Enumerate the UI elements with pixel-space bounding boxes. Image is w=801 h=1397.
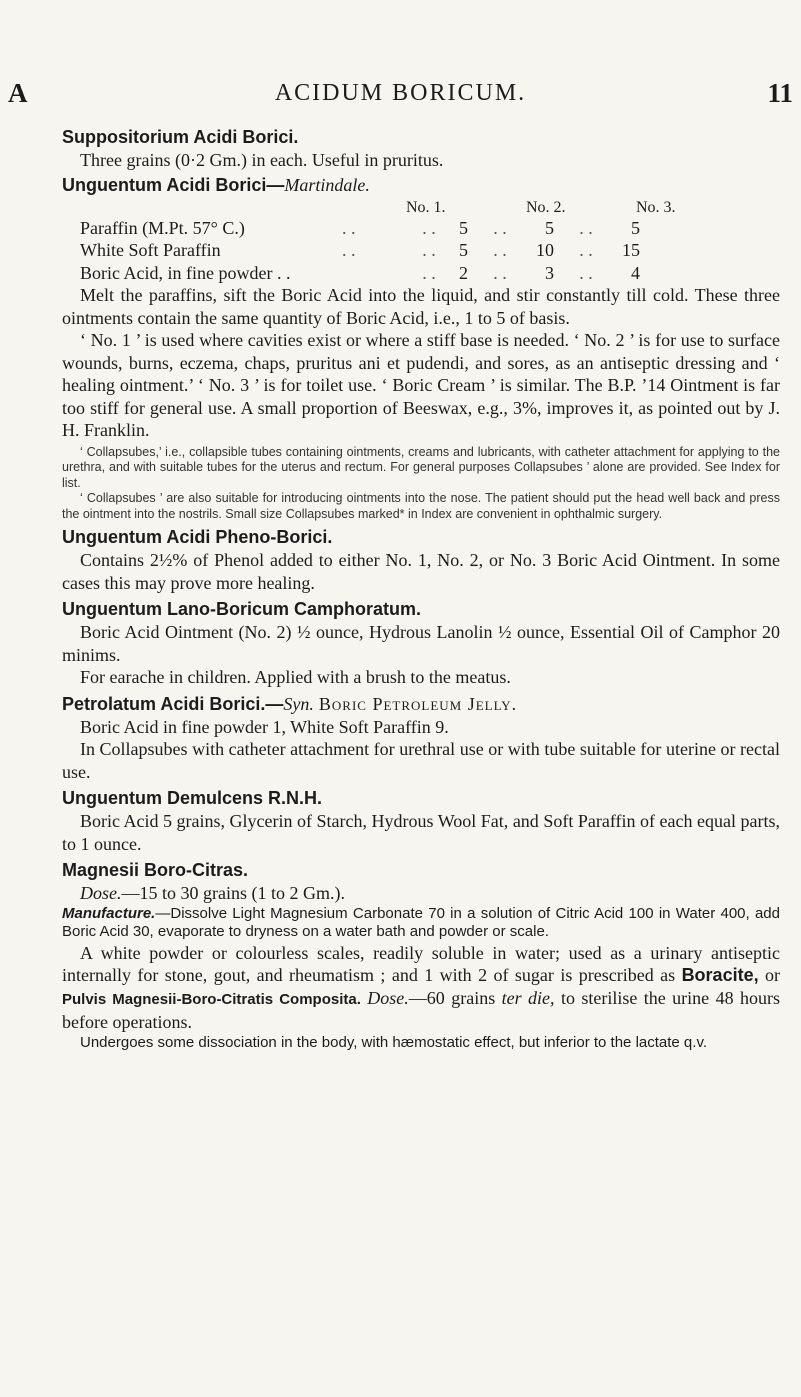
magnesii-dose (62, 882, 780, 905)
value-no2: 5 (545, 217, 554, 238)
leader-dots: . . (422, 262, 436, 283)
leader-dots: . . (579, 240, 593, 260)
ingredient-name: White Soft Paraffin (80, 240, 221, 260)
value-no1: 2 (459, 262, 468, 283)
manufacture-text: —Dissolve Light Magnesium Carbonate 70 in a solution of Citric Acid 100 in Water 400, add Boric Acid 30, evaporate to dryness on a water bath and powder or scale. (62, 904, 780, 940)
demulcens-title: Unguentum Demulcens R.N.H. (62, 788, 323, 808)
petrolatum-title-main: Petrolatum Acidi Borici.— (62, 693, 284, 714)
leader-dots: . . (342, 217, 356, 238)
formula-row (80, 262, 644, 285)
magnesii-note: Undergoes some dissociation in the body, with hæmostatic effect, but inferior to the lactate q.v. (80, 1033, 707, 1051)
collapsubes-note: ‘ Collapsubes,’ i.e., collapsible tubes containing ointments, creams and lubricants, with catheter attachment for applying to the urethra, and with suitable tubes for the uterus and rectum. For general purposes Collapsubes ’ alone are provided. See Index for list. (62, 444, 780, 490)
unguentum-title (62, 174, 780, 197)
unguentum-title-author: Martindale. (284, 174, 370, 195)
magnesii-title: Magnesii Boro-Citras. (62, 860, 249, 880)
demulcens-text: Boric Acid 5 grains, Glycerin of Starch, Hydrous Wool Fat, and Soft Paraffin of each equal parts, to 1 ounce. (62, 811, 780, 854)
page-content (62, 124, 780, 1052)
ingredient-name: Boric Acid, in fine powder . . (80, 262, 291, 283)
manufacture-label: Manufacture. (62, 904, 156, 922)
leader-dots: . . (493, 240, 507, 260)
value-no3: 4 (631, 262, 640, 283)
leader-dots: . . (579, 262, 593, 283)
usage-paragraph: ‘ No. 1 ’ is used where cavities exist or where a stiff base is needed. ‘ No. 2 ’ is for use to surface wounds, burns, eczema, chaps, pruritus ani et pudendi, and sores, as an antiseptic dressing and ‘ healing ointment.’ ‘ No. 3 ’ is for toilet use. ‘ Boric Cream ’ is similar. The B.P. ’14 Ointment is far too stiff for general use. A small proportion of Beeswax, e.g., 3%, improves it, as pointed out by J. H. Franklin. (62, 330, 780, 440)
col-head-no1: No. 1. (406, 198, 446, 216)
page-number: 11 (767, 78, 793, 108)
dose-value: —15 to 30 grains (1 to 2 Gm.). (121, 883, 345, 903)
value-no1: 5 (459, 217, 468, 238)
leader-dots: . . (422, 217, 436, 238)
leader-dots: . . (342, 240, 356, 260)
value-no3: 15 (622, 240, 640, 260)
formula-row (80, 217, 644, 240)
boracite-term: Boracite, (681, 965, 759, 985)
leader-dots: . . (493, 262, 507, 283)
petrolatum-use: In Collapsubes with catheter attachment for urethral use or with tube suitable for uterine or rectal use. (62, 739, 780, 782)
header-letter: A (8, 78, 28, 108)
leader-dots: . . (579, 217, 593, 238)
leader-dots: . . (422, 240, 436, 260)
value-no1: 5 (459, 240, 468, 260)
col-head-no3: No. 3. (636, 198, 676, 216)
running-header (8, 78, 793, 114)
collapsubes-nose-note: ‘ Collapsubes ’ are also suitable for introducing ointments into the nose. The patient should put the head well back and press the ointment into the nostrils. Small size Collapsubes marked* in Index are convenient in ophthalmic surgery. (62, 491, 780, 521)
description-end: to sterilise the urine 48 hours before operations. (62, 987, 780, 1032)
method-paragraph: Melt the paraffins, sift the Boric Acid into the liquid, and stir constantly till cold. These three ointments contain the same quantity of Boric Acid, i.e., 1 to 5 of basis. (62, 285, 780, 328)
pulvis-term: Pulvis Magnesii-Boro-Citratis Composita. (62, 990, 361, 1008)
pheno-borici-title: Unguentum Acidi Pheno-Borici. (62, 527, 333, 547)
petrolatum-syn-label: Syn. (283, 693, 314, 714)
petrolatum-title (62, 693, 780, 716)
formula-column-headers (62, 197, 780, 217)
leader-dots: . . (493, 217, 507, 238)
formula-table (80, 217, 644, 285)
dose2-value: —60 grains (408, 987, 496, 1008)
description-text: A white powder or colourless scales, readily soluble in water; used as a urinary antiseptic internally for stone, gout, and rheumatism ; and 1 with 2 of sugar is prescribed as (62, 942, 780, 985)
lano-boricum-use: For earache in children. Applied with a brush to the meatus. (80, 667, 511, 687)
petrolatum-synonym: Boric Petroleum Jelly. (318, 693, 518, 714)
value-no2: 3 (545, 262, 554, 283)
petrolatum-text: Boric Acid in fine powder 1, White Soft Paraffin 9. (80, 716, 449, 737)
lano-boricum-title: Unguentum Lano-Boricum Camphoratum. (62, 599, 421, 619)
value-no2: 10 (536, 240, 554, 260)
dose-label: Dose. (80, 883, 122, 903)
ter-die: ter die, (501, 987, 555, 1008)
value-no3: 5 (631, 217, 640, 238)
lano-boricum-text: Boric Acid Ointment (No. 2) ½ ounce, Hydrous Lanolin ½ ounce, Essential Oil of Camphor 20 minims. (62, 622, 780, 665)
ingredient-name: Paraffin (M.Pt. 57° C.) (80, 217, 245, 238)
unguentum-title-main: Unguentum Acidi Borici— (62, 174, 285, 195)
col-head-no2: No. 2. (526, 198, 566, 216)
pheno-borici-text: Contains 2½% of Phenol added to either No. 1, No. 2, or No. 3 Boric Acid Ointment. In some cases this may prove more healing. (62, 550, 780, 593)
magnesii-manufacture (62, 905, 780, 942)
suppositorium-title: Suppositorium Acidi Borici. (62, 127, 299, 147)
formula-row (80, 239, 644, 262)
header-title: ACIDUM BORICUM. (274, 80, 527, 106)
description-or: or (765, 965, 781, 985)
suppositorium-text: Three grains (0·2 Gm.) in each. Useful in pruritus. (80, 150, 444, 170)
dose2-label: Dose. (367, 987, 409, 1008)
magnesii-description (62, 942, 780, 1034)
